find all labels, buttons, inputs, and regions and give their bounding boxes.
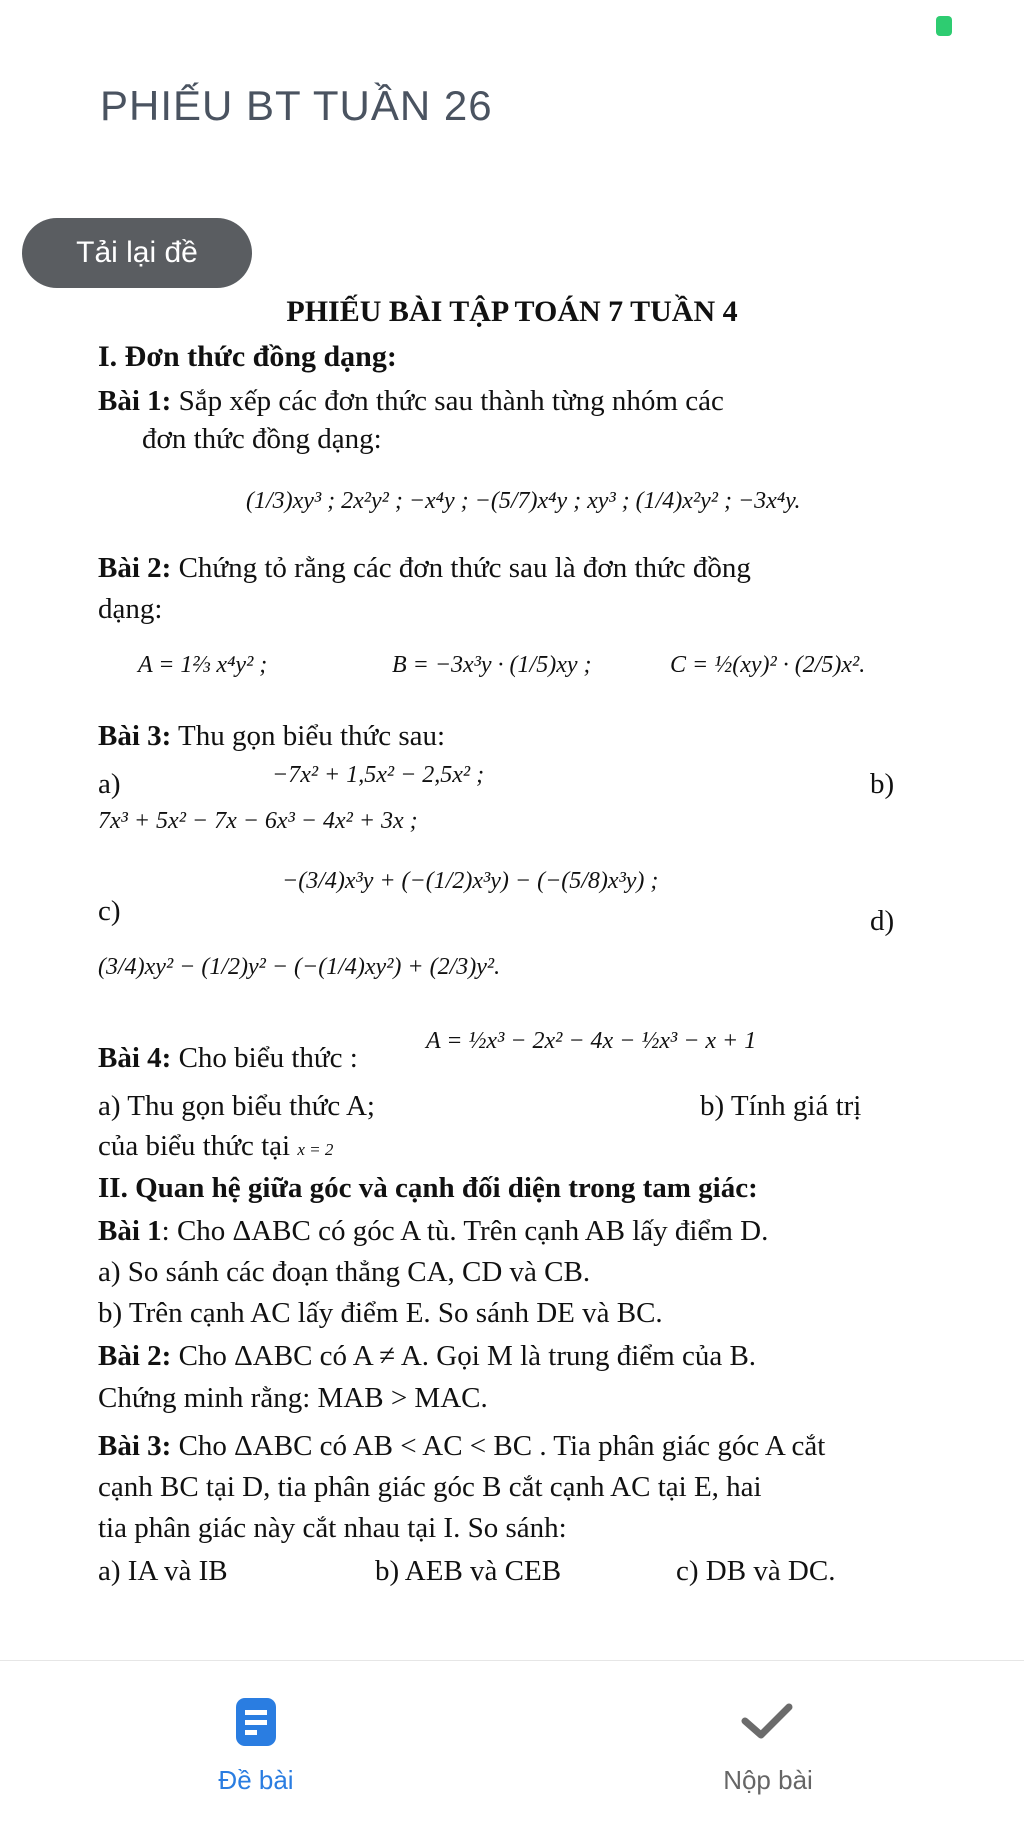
bai4-b: b) Tính giá trị	[700, 1090, 862, 1122]
s2-bai3-text2: cạnh BC tại D, tia phân giác góc B cắt cạnh AC tại E, hai	[98, 1471, 762, 1503]
section-1-title: I. Đơn thức đồng dạng:	[98, 340, 397, 373]
bai3-a-label: a)	[98, 768, 121, 800]
bai3-a-expr: −7x² + 1,5x² − 2,5x² ;	[272, 762, 485, 788]
s2-bai1-a: a) So sánh các đoạn thẳng CA, CD và CB.	[98, 1256, 591, 1288]
document-icon	[233, 1695, 279, 1749]
bai3-d-label: d)	[870, 905, 895, 937]
exam-document	[0, 290, 1024, 1650]
bai1-text2: đơn thức đồng dạng:	[142, 423, 382, 455]
bai2: Bài 2: Chứng tỏ rằng các đơn thức sau là đơn thức đồng	[98, 552, 751, 584]
bai1: Bài 1: Sắp xếp các đơn thức sau thành từng nhóm các	[98, 385, 724, 417]
bai2-text2: dạng:	[98, 593, 163, 625]
status-indicator-icon	[936, 16, 952, 36]
bai2-C: C = ½(xy)² · (2/5)x².	[670, 652, 866, 678]
s2-bai3-text3: tia phân giác này cắt nhau tại I. So sánh:	[98, 1512, 567, 1544]
bai4-c: của biểu thức tại x = 2	[98, 1130, 334, 1162]
s2-bai3-a: a) IA và IB	[98, 1555, 228, 1587]
section-2-title: II. Quan hệ giữa góc và cạnh đối diện trong tam giác:	[98, 1172, 758, 1204]
s2-bai1-b: b) Trên cạnh AC lấy điểm E. So sánh DE và BC.	[98, 1297, 663, 1329]
s2-bai2: Bài 2: Cho ΔABC có A ≠ A. Gọi M là trung điểm của B.	[98, 1340, 757, 1372]
tab-exam[interactable]	[0, 1661, 512, 1821]
reload-exam-button[interactable]: Tải lại đề	[22, 218, 252, 288]
s2-bai3-b: b) AEB và CEB	[375, 1555, 562, 1587]
bai3-b-expr: 7x³ + 5x² − 7x − 6x³ − 4x² + 3x ;	[98, 808, 418, 834]
bai3-c-expr: −(3/4)x³y + (−(1/2)x³y) − (−(5/8)x³y) ;	[282, 868, 659, 894]
s2-bai3-c: c) DB và DC.	[676, 1555, 836, 1587]
bai2-A: A = 1⅔ x⁴y² ;	[138, 652, 268, 678]
s2-bai2-text2: Chứng minh rằng: MAB > MAC.	[98, 1382, 488, 1414]
bai4: Bài 4: Cho biểu thức :	[98, 1042, 358, 1074]
bai3-c-label: c)	[98, 895, 121, 927]
bai3-b-label: b)	[870, 768, 895, 800]
bai3-d-expr: (3/4)xy² − (1/2)y² − (−(1/4)xy²) + (2/3)y².	[98, 954, 501, 980]
doc-heading: PHIẾU BÀI TẬP TOÁN 7 TUẦN 4	[286, 295, 738, 328]
tab-exam-label: Đề bài	[218, 1765, 294, 1795]
s2-bai1: Bài 1: Cho ΔABC có góc A tù. Trên cạnh AB lấy điểm D.	[98, 1215, 769, 1247]
bai4-a: a) Thu gọn biểu thức A;	[98, 1090, 375, 1122]
page-title: PHIẾU BT TUẦN 26	[100, 82, 493, 129]
s2-bai3: Bài 3: Cho ΔABC có AB < AC < BC . Tia phân giác góc A cắt	[98, 1430, 826, 1462]
bai3: Bài 3: Thu gọn biểu thức sau:	[98, 720, 446, 752]
tab-submit-label: Nộp bài	[723, 1765, 813, 1795]
bottom-nav	[0, 1660, 1024, 1821]
tab-submit[interactable]	[512, 1661, 1024, 1821]
bai4-expr: A = ½x³ − 2x² − 4x − ½x³ − x + 1	[426, 1028, 757, 1054]
checkmark-icon	[737, 1701, 797, 1741]
bai2-B: B = −3x³y · (1/5)xy ;	[392, 652, 592, 678]
bai1-monomials: (1/3)xy³ ; 2x²y² ; −x⁴y ; −(5/7)x⁴y ; xy³ ; (1/4)x²y² ; −3x⁴y.	[246, 488, 801, 514]
